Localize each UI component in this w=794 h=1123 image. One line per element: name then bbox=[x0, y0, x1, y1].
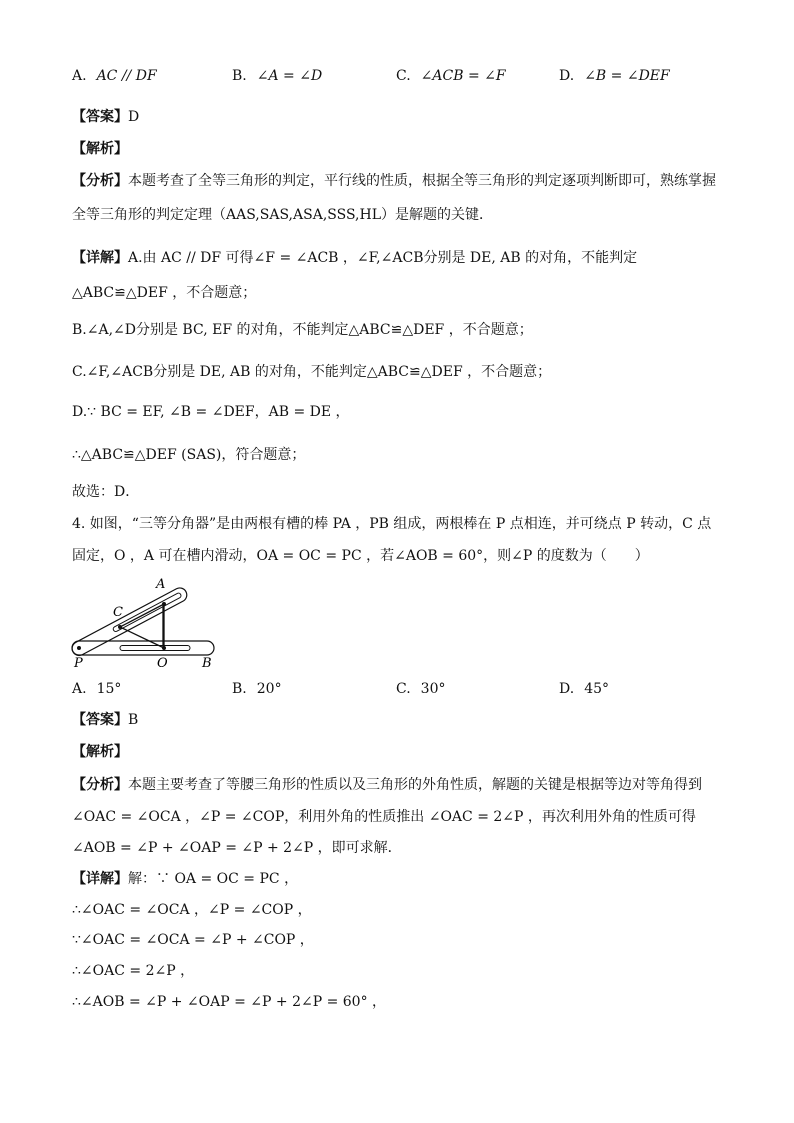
q3-option-b: B. ∠A = ∠D bbox=[232, 68, 323, 84]
q4-detail-line-4: ∴∠OAC = 2∠P ， bbox=[72, 963, 195, 979]
q4-analysis-heading: 【解析】 bbox=[72, 744, 128, 760]
q4-option-a: A. 15° bbox=[72, 681, 122, 697]
q3-option-a: A. AC // DF bbox=[72, 68, 157, 84]
q4-detail-line-1: 【详解】解：∵ OA = OC = PC ， bbox=[72, 871, 299, 887]
trisector-diagram bbox=[70, 574, 220, 670]
q3-analysis-line-2: 全等三角形的判定定理（AAS,SAS,ASA,SSS,HL）是解题的关键． bbox=[72, 207, 494, 223]
q4-analysis-line-3: ∠AOB = ∠P + ∠OAP = ∠P + 2∠P ，即可求解． bbox=[72, 840, 402, 856]
q3-option-c: C. ∠ACB = ∠F bbox=[396, 68, 506, 84]
q3-detail-line-4: C.∠F,∠ACB分别是 DE, AB 的对角，不能判定△ABC≌△DEF ，不合题意； bbox=[72, 364, 552, 380]
q3-detail-line-6: ∴△ABC≌△DEF (SAS)，符合题意； bbox=[72, 447, 306, 463]
label-b: B bbox=[202, 656, 212, 670]
label-a: A bbox=[156, 577, 166, 592]
q4-option-d: D. 45° bbox=[559, 681, 610, 697]
trisector-figure bbox=[70, 574, 220, 670]
label-o: O bbox=[157, 656, 168, 670]
q4-detail-line-2: ∴∠OAC = ∠OCA ，∠P = ∠COP ， bbox=[72, 902, 312, 918]
q4-option-b: B. 20° bbox=[232, 681, 282, 697]
q3-detail-line-1: 【详解】A.由 AC // DF 可得∠F = ∠ACB ，∠F,∠ACB分别是 DE, AB 的对角，不能判定 bbox=[72, 250, 638, 266]
q4-analysis-line-1: 【分析】本题主要考查了等腰三角形的性质以及三角形的外角性质，解题的关键是根据等边对等角得到 bbox=[72, 777, 702, 793]
q4-detail-line-5: ∴∠AOB = ∠P + ∠OAP = ∠P + 2∠P = 60° ， bbox=[72, 994, 387, 1010]
q4-options bbox=[72, 679, 732, 699]
q3-detail-line-7: 故选：D． bbox=[72, 484, 140, 500]
q4-analysis-line-2: ∠OAC = ∠OCA ，∠P = ∠COP，利用外角的性质推出 ∠OAC = 2∠P ，再次利用外角的性质可得 bbox=[72, 809, 696, 825]
q3-analysis-line-1: 【分析】本题考查了全等三角形的判定，平行线的性质，根据全等三角形的判定逐项判断即可，熟练掌握 bbox=[72, 173, 716, 189]
rod-pb bbox=[72, 641, 214, 655]
q4-option-c: C. 30° bbox=[396, 681, 446, 697]
label-c: C bbox=[113, 605, 123, 620]
q4-stem-line-1: 4. 如图，“三等分角器”是由两根有槽的棒 PA ，PB 组成，两根棒在 P 点相连，并可绕点 P 转动，C 点 bbox=[72, 516, 712, 532]
q3-detail-line-5: D.∵ BC = EF, ∠B = ∠DEF，AB = DE ， bbox=[72, 404, 350, 420]
q4-answer: 【答案】B bbox=[72, 712, 139, 728]
q4-detail-line-3: ∵∠OAC = ∠OCA = ∠P + ∠COP ， bbox=[72, 932, 314, 948]
q3-detail-line-2: △ABC≌△DEF ，不合题意； bbox=[72, 285, 257, 301]
q3-detail-line-3: B.∠A,∠D分别是 BC, EF 的对角，不能判定△ABC≌△DEF ，不合题意； bbox=[72, 322, 533, 338]
q4-stem-line-2: 固定，O ，A 可在槽内滑动，OA = OC = PC ，若∠AOB = 60°，则∠P 的度数为（ ） bbox=[72, 548, 649, 564]
q3-answer: 【答案】D bbox=[72, 109, 140, 125]
q3-option-d: D. ∠B = ∠DEF bbox=[559, 68, 670, 84]
q3-options bbox=[72, 66, 732, 86]
label-p: P bbox=[74, 656, 83, 670]
q3-analysis-heading: 【解析】 bbox=[72, 141, 128, 157]
